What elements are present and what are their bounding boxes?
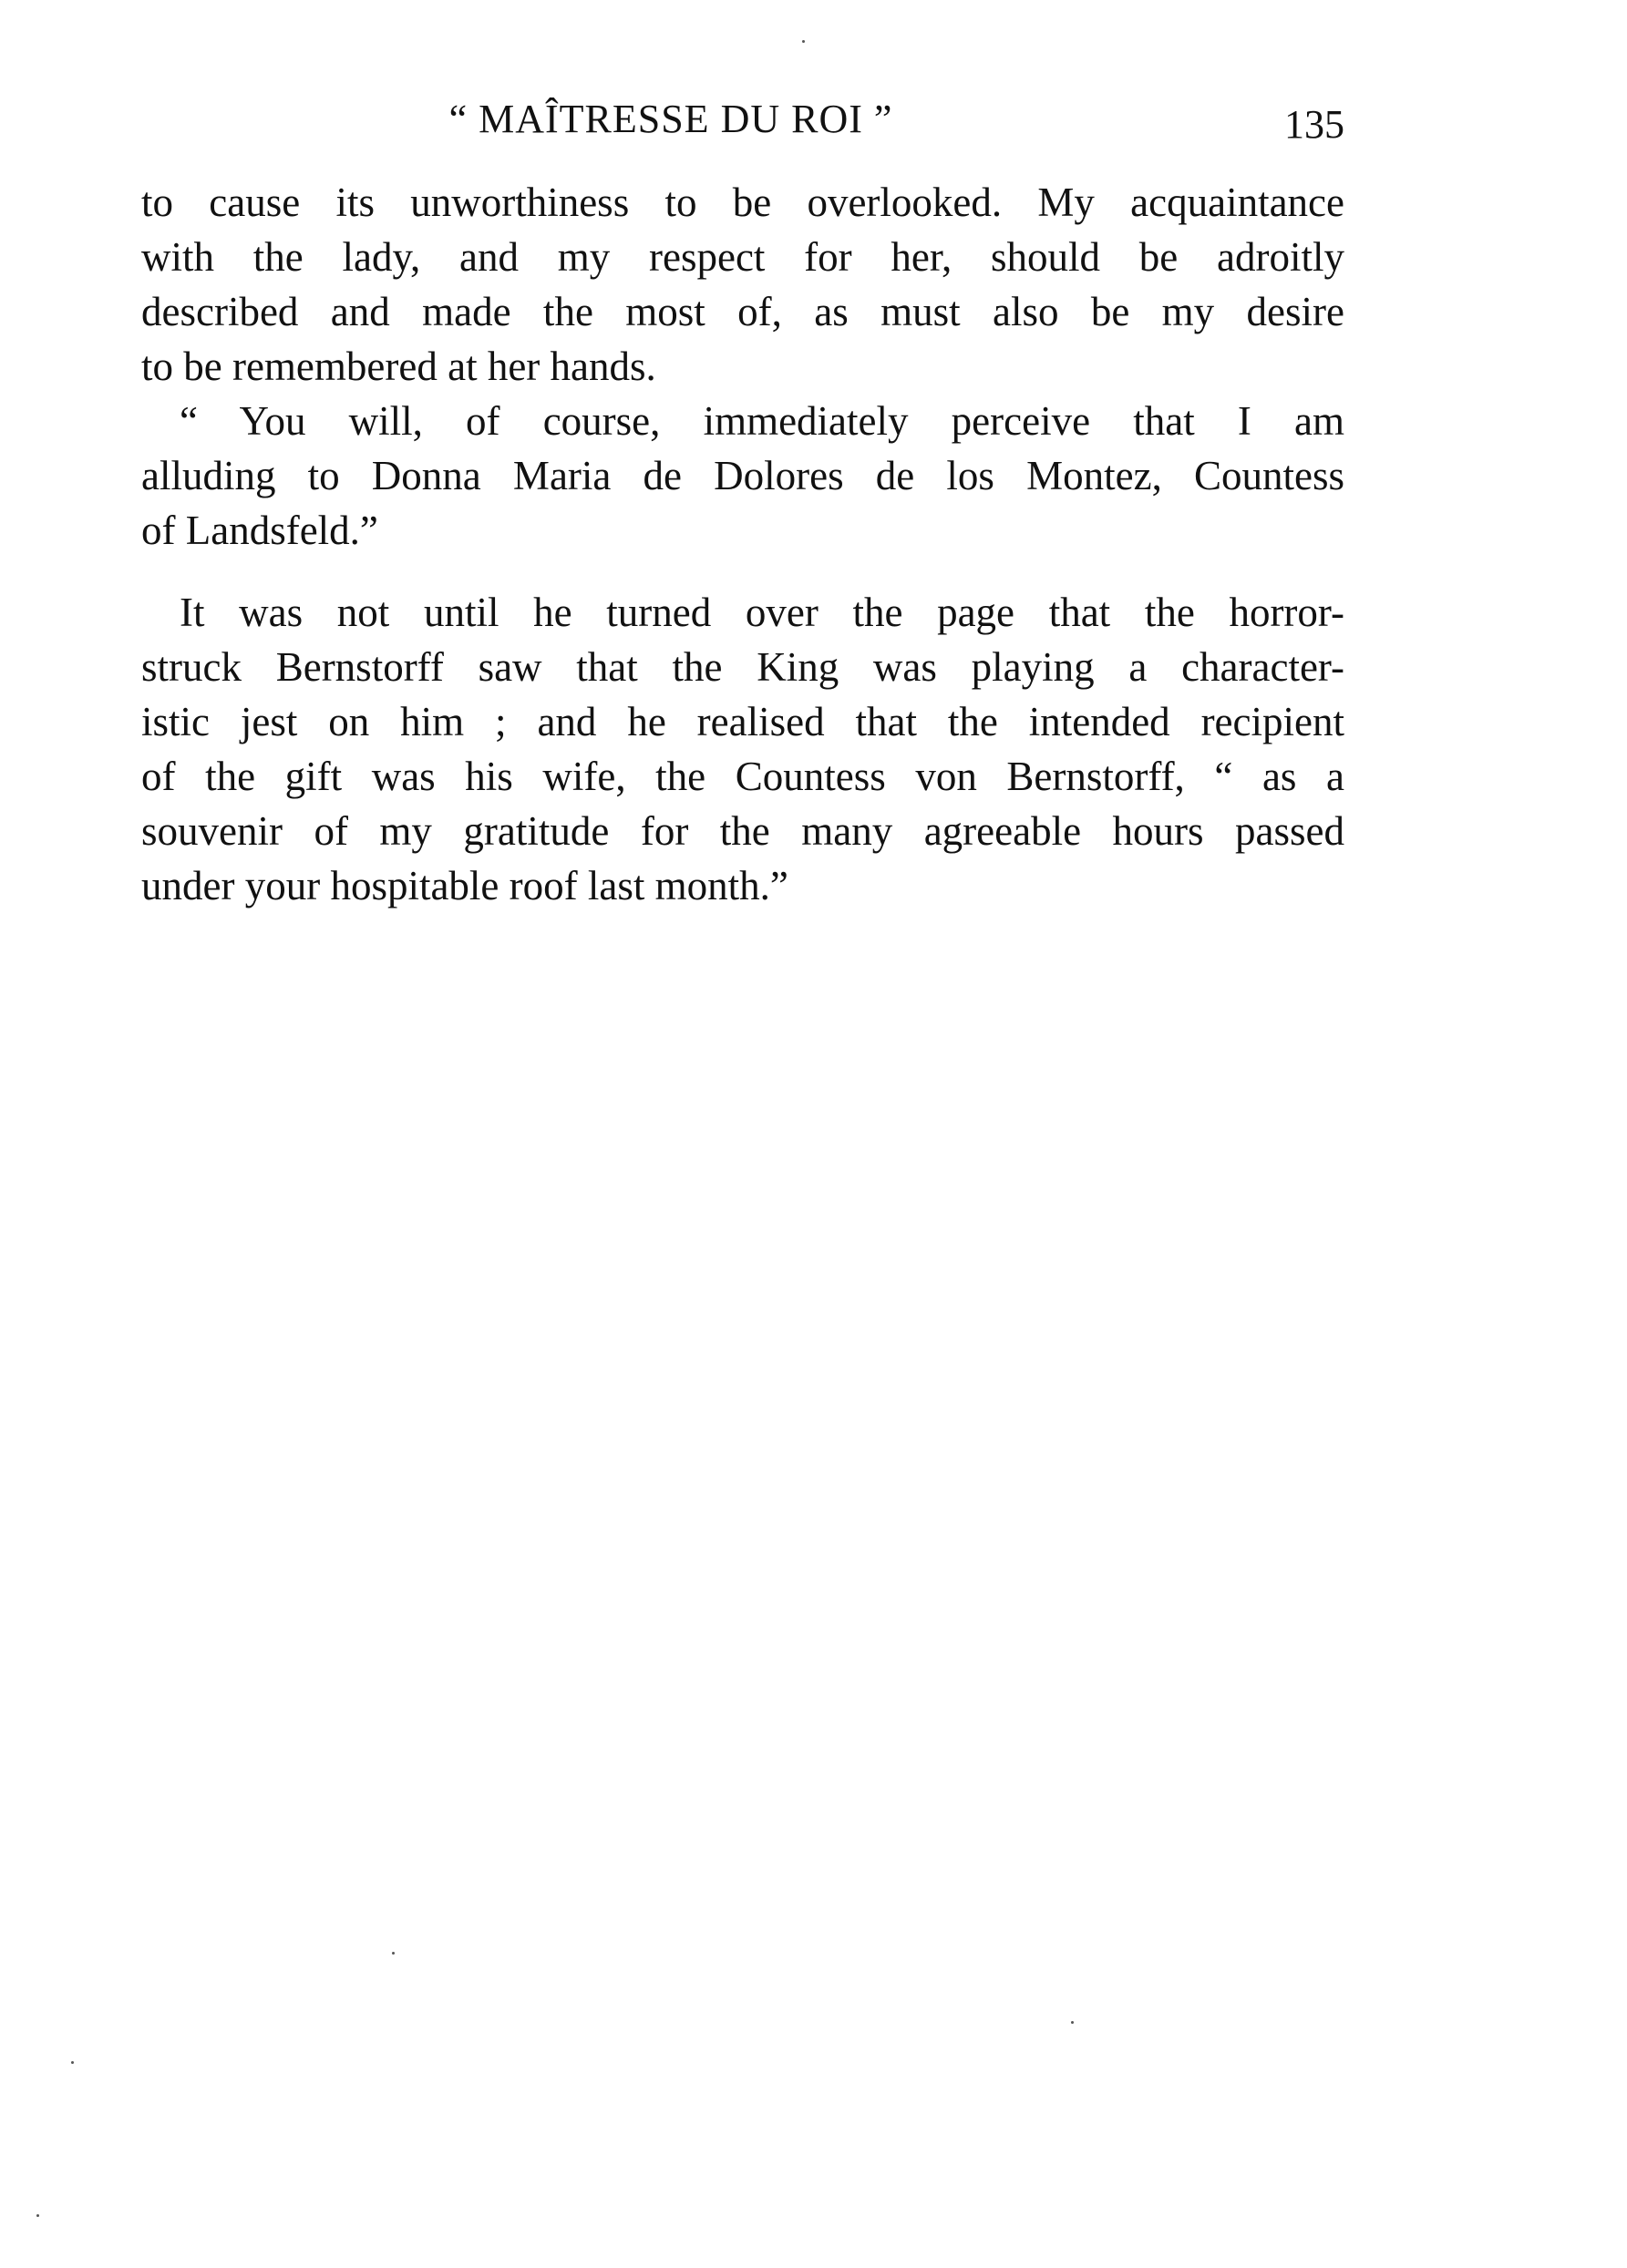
text-line: istic jest on him ; and he realised that the intended recipient <box>141 699 1344 744</box>
text-line: to be remembered at her hands. <box>141 344 656 389</box>
paragraph-3 <box>141 585 1344 913</box>
text-line: to cause its unworthiness to be overlooked. My acquaintance <box>141 180 1344 225</box>
paragraph-2 <box>141 394 1344 558</box>
body-text <box>141 175 1344 913</box>
text-line: It was not until he turned over the page that the horror- <box>180 590 1344 635</box>
text-line: struck Bernstorff saw that the King was playing a character- <box>141 644 1344 690</box>
paragraph-gap <box>141 558 1344 585</box>
page-number: 135 <box>1284 102 1344 147</box>
running-head <box>141 87 1344 151</box>
scan-speck <box>36 2214 39 2217</box>
text-line: of Landsfeld.” <box>141 508 378 553</box>
scan-speck <box>392 1952 395 1955</box>
scan-speck <box>71 2061 74 2064</box>
text-line: under your hospitable roof last month.” <box>141 863 788 908</box>
scan-speck <box>1071 2021 1074 2024</box>
paragraph-1 <box>141 175 1344 394</box>
text-line: souvenir of my gratitude for the many agreeable hours passed <box>141 808 1344 854</box>
text-line: alluding to Donna Maria de Dolores de los Montez, Countess <box>141 453 1344 498</box>
text-line: of the gift was his wife, the Countess von Bernstorff, “ as a <box>141 754 1344 799</box>
text-line: “ You will, of course, immediately perceive that I am <box>180 398 1344 444</box>
running-title: “ MAÎTRESSE DU ROI ” <box>448 97 893 141</box>
text-line: described and made the most of, as must also be my desire <box>141 289 1344 334</box>
text-line: with the lady, and my respect for her, should be adroitly <box>141 234 1344 280</box>
scan-speck <box>802 40 805 43</box>
